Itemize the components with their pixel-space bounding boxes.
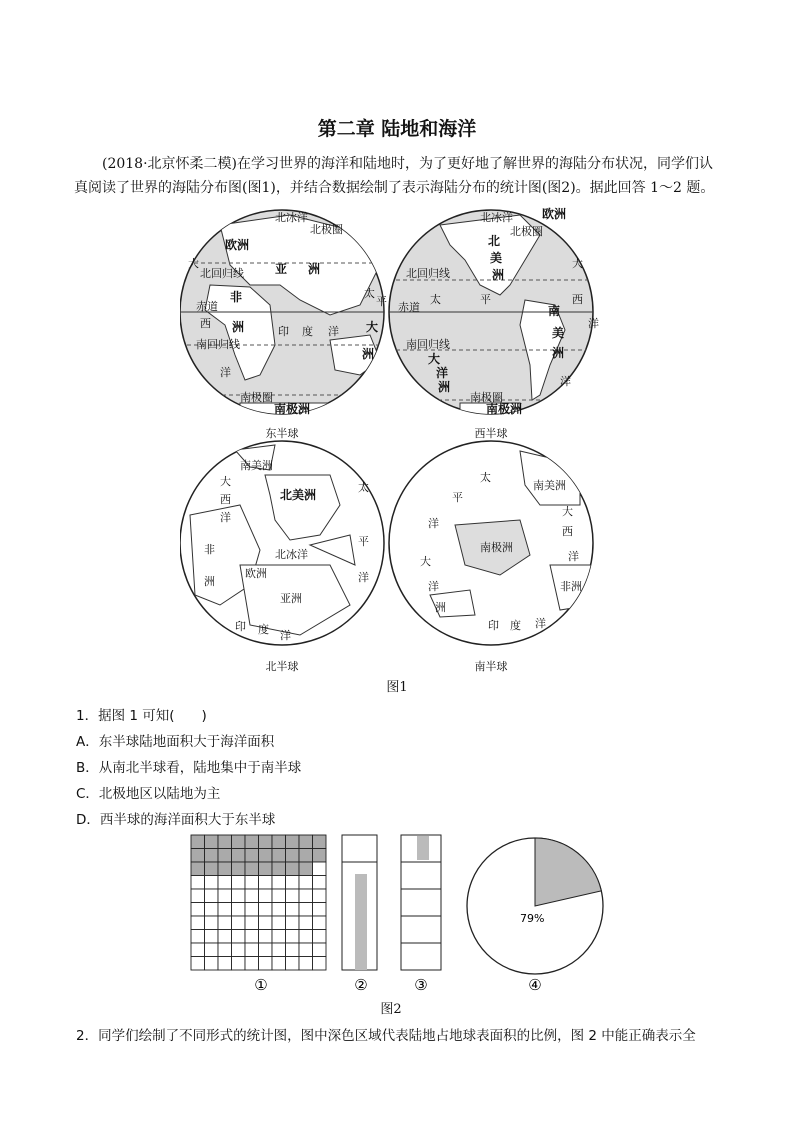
grid-cell [299,916,313,930]
svg-text:西: 西 [572,293,583,306]
svg-text:洋: 洋 [428,580,439,593]
grid-cell [259,835,273,849]
grid-cell [299,889,313,903]
pie-chart [467,838,603,974]
north-hemisphere-map [180,441,384,645]
grid-cell [218,903,232,917]
south-caption: 南半球 [474,660,508,673]
grid-cell [272,835,286,849]
svg-text:太: 太 [364,287,375,300]
grid-cell [191,903,205,917]
grid-cell [218,849,232,863]
grid-cell [313,876,327,890]
grid-cell [286,957,300,971]
svg-text:北冰洋: 北冰洋 [480,211,513,224]
grid-cell [272,903,286,917]
grid-cell [313,835,327,849]
svg-text:太: 太 [430,293,441,306]
grid-cell [286,862,300,876]
grid-cell [286,903,300,917]
figure1-caption: 图1 [386,680,408,695]
svg-text:洲: 洲 [435,601,446,614]
grid-cell [218,916,232,930]
svg-text:南美洲: 南美洲 [533,479,566,492]
grid-cell [272,876,286,890]
svg-text:大: 大 [188,257,199,270]
grid-cell [286,876,300,890]
pie-percent-label: 79% [520,912,545,925]
grid-cell [232,957,246,971]
grid-cell [232,903,246,917]
grid-cell [299,930,313,944]
grid-cell [259,849,273,863]
grid-cell [286,930,300,944]
svg-text:洋: 洋 [328,325,339,338]
grid-cell [191,862,205,876]
svg-text:欧洲: 欧洲 [245,567,267,580]
grid-cell [232,835,246,849]
grid-cell [191,835,205,849]
grid-cell [205,916,219,930]
q1-option-a: A．东半球陆地面积大于海洋面积 [76,734,275,750]
svg-text:北回归线: 北回归线 [200,267,244,280]
figure1-maps [180,205,620,675]
svg-text:印: 印 [488,619,499,632]
grid-cell [245,943,259,957]
grid-cell [259,930,273,944]
grid-cell [272,849,286,863]
q1-option-d: D．西半球的海洋面积大于东半球 [76,812,276,828]
grid-cell [313,930,327,944]
svg-text:北冰洋: 北冰洋 [275,548,308,561]
svg-text:北: 北 [488,234,501,248]
grid-cell [313,957,327,971]
grid-cell [299,903,313,917]
grid-cell [259,862,273,876]
grid-cell [259,876,273,890]
svg-text:南: 南 [548,304,561,318]
grid-cell [245,849,259,863]
grid-cell [259,903,273,917]
figure2-charts [185,830,615,1020]
grid-cell [232,916,246,930]
north-caption: 北半球 [265,660,299,673]
grid-cell [191,876,205,890]
q2-stem: 2．同学们绘制了不同形式的统计图，图中深色区域代表陆地占地球表面积的比例，图 2 中能正确表示全 [76,1028,696,1044]
svg-text:北极圈: 北极圈 [510,225,543,238]
grid-cell [272,943,286,957]
bar2-fill [355,874,367,970]
grid-cell [299,957,313,971]
svg-text:平: 平 [358,535,369,548]
grid-cell [245,930,259,944]
grid-cell [286,835,300,849]
grid-cell [205,943,219,957]
east-hemisphere-map [180,210,387,420]
grid-cell [232,943,246,957]
svg-text:南回归线: 南回归线 [406,338,450,351]
east-caption: 东半球 [265,427,299,440]
svg-text:亚: 亚 [275,262,288,276]
svg-text:南极洲: 南极洲 [274,402,311,416]
svg-text:洋: 洋 [568,550,579,563]
grid-cell [218,930,232,944]
svg-text:洋: 洋 [280,629,291,642]
svg-text:北极圈: 北极圈 [310,223,343,236]
south-hemisphere-map [389,441,593,645]
grid-cell [232,849,246,863]
svg-text:洲: 洲 [308,262,321,276]
intro-paragraph: (2018·北京怀柔二模)在学习世界的海洋和陆地时，为了更好地了解世界的海陆分布状况，同学们认真阅读了世界的海陆分布图(图1)，并结合数据绘制了表示海陆分布的统计图(图2)。据此回答 1～2 题。 [74,156,715,196]
svg-text:北美洲: 北美洲 [280,488,317,502]
grid-cell [259,916,273,930]
svg-text:欧洲: 欧洲 [225,238,250,252]
grid-cell [299,943,313,957]
grid-cell [245,903,259,917]
grid-cell [191,916,205,930]
svg-text:大: 大 [366,320,379,334]
grid-cell [232,876,246,890]
svg-text:平: 平 [480,293,491,306]
svg-text:度: 度 [510,619,521,632]
grid-cell [272,957,286,971]
svg-text:印: 印 [278,325,289,338]
fig2-label-3: ③ [414,976,428,994]
grid-cell [313,849,327,863]
grid-cell [191,849,205,863]
grid-cell [245,862,259,876]
grid-cell [272,930,286,944]
bar-chart-2 [342,835,377,970]
grid-cell [245,835,259,849]
svg-text:美: 美 [490,251,503,265]
grid-cell [218,835,232,849]
svg-text:大: 大 [572,257,583,270]
grid-cell [205,930,219,944]
grid-cell [313,916,327,930]
grid-cell [205,876,219,890]
svg-text:西: 西 [220,493,231,506]
svg-text:美: 美 [552,326,565,340]
fig2-label-1: ① [254,976,268,994]
grid-cell [205,889,219,903]
svg-text:西: 西 [200,317,211,330]
grid-cell [245,957,259,971]
grid-cell [299,849,313,863]
grid-cell [191,957,205,971]
grid-cell [259,889,273,903]
svg-text:洋: 洋 [220,366,231,379]
grid-cell [259,943,273,957]
west-hemisphere-map [389,206,599,420]
q1-option-c: C．北极地区以陆地为主 [76,786,221,802]
svg-text:洋: 洋 [220,511,231,524]
grid-cell [313,903,327,917]
grid-cell [232,862,246,876]
svg-text:平: 平 [376,295,387,308]
fig2-label-4: ④ [528,976,542,994]
svg-text:大: 大 [562,505,573,518]
grid-cell [205,957,219,971]
grid-cell [286,849,300,863]
svg-text:南极圈: 南极圈 [470,391,503,404]
svg-text:大: 大 [428,352,441,366]
svg-text:洋: 洋 [588,317,599,330]
svg-text:平: 平 [452,491,463,504]
grid-cell [218,862,232,876]
svg-text:南回归线: 南回归线 [196,338,240,351]
grid-cell [218,943,232,957]
grid-cell [218,957,232,971]
grid-cell [313,862,327,876]
svg-text:度: 度 [302,325,313,338]
figure2-caption: 图2 [380,1002,402,1017]
svg-text:洋: 洋 [535,617,546,630]
svg-text:南极圈: 南极圈 [240,391,273,404]
svg-text:赤道: 赤道 [398,301,420,314]
svg-text:洲: 洲 [438,380,451,394]
grid-cell [272,889,286,903]
grid-cell [313,943,327,957]
grid-cell [191,930,205,944]
grid-chart [191,835,326,970]
grid-cell [232,889,246,903]
q1-stem: 1．据图 1 可知( ) [76,708,207,724]
grid-cell [299,835,313,849]
svg-text:非: 非 [230,290,243,304]
svg-text:南极洲: 南极洲 [486,402,523,416]
grid-cell [259,957,273,971]
grid-cell [272,916,286,930]
grid-cell [313,889,327,903]
bar3-fill [417,836,429,860]
east-label-arctic: 北冰洋 [275,211,308,224]
grid-cell [205,862,219,876]
svg-text:非洲: 非洲 [560,580,582,593]
grid-cell [245,876,259,890]
svg-text:大: 大 [220,475,231,488]
svg-text:西: 西 [562,525,573,538]
grid-cell [218,889,232,903]
grid-cell [286,916,300,930]
svg-text:太: 太 [358,481,369,494]
page-title: 第二章 陆地和海洋 [317,118,477,140]
west-caption: 西半球 [474,427,508,440]
svg-text:洲: 洲 [204,575,215,588]
svg-text:洲: 洲 [552,346,565,360]
svg-text:南美洲: 南美洲 [240,459,273,472]
svg-text:北回归线: 北回归线 [406,267,450,280]
grid-cell [286,943,300,957]
svg-text:度: 度 [258,623,269,636]
grid-cell [205,835,219,849]
grid-cell [272,862,286,876]
svg-text:亚洲: 亚洲 [280,592,302,605]
grid-cell [232,930,246,944]
fig2-label-2: ② [354,976,368,994]
grid-cell [205,849,219,863]
grid-cell [299,862,313,876]
svg-text:大: 大 [420,555,431,568]
svg-text:非: 非 [204,543,215,556]
svg-text:洋: 洋 [436,366,449,380]
svg-text:太: 太 [480,471,491,484]
svg-text:欧洲: 欧洲 [542,207,567,221]
svg-text:洲: 洲 [232,320,245,334]
svg-text:赤道: 赤道 [196,300,218,313]
grid-cell [299,876,313,890]
grid-cell [245,916,259,930]
svg-text:洋: 洋 [560,375,571,388]
svg-text:洋: 洋 [428,517,439,530]
grid-cell [218,876,232,890]
svg-text:印: 印 [235,620,246,633]
grid-cell [245,889,259,903]
bar-chart-3 [401,835,441,970]
q1-option-b: B．从南北半球看，陆地集中于南半球 [76,760,302,776]
svg-text:洲: 洲 [362,347,375,361]
grid-cell [191,889,205,903]
grid-cell [205,903,219,917]
svg-text:南极洲: 南极洲 [480,541,513,554]
svg-text:洋: 洋 [358,571,369,584]
svg-text:洲: 洲 [492,268,505,282]
grid-cell [191,943,205,957]
grid-cell [286,889,300,903]
